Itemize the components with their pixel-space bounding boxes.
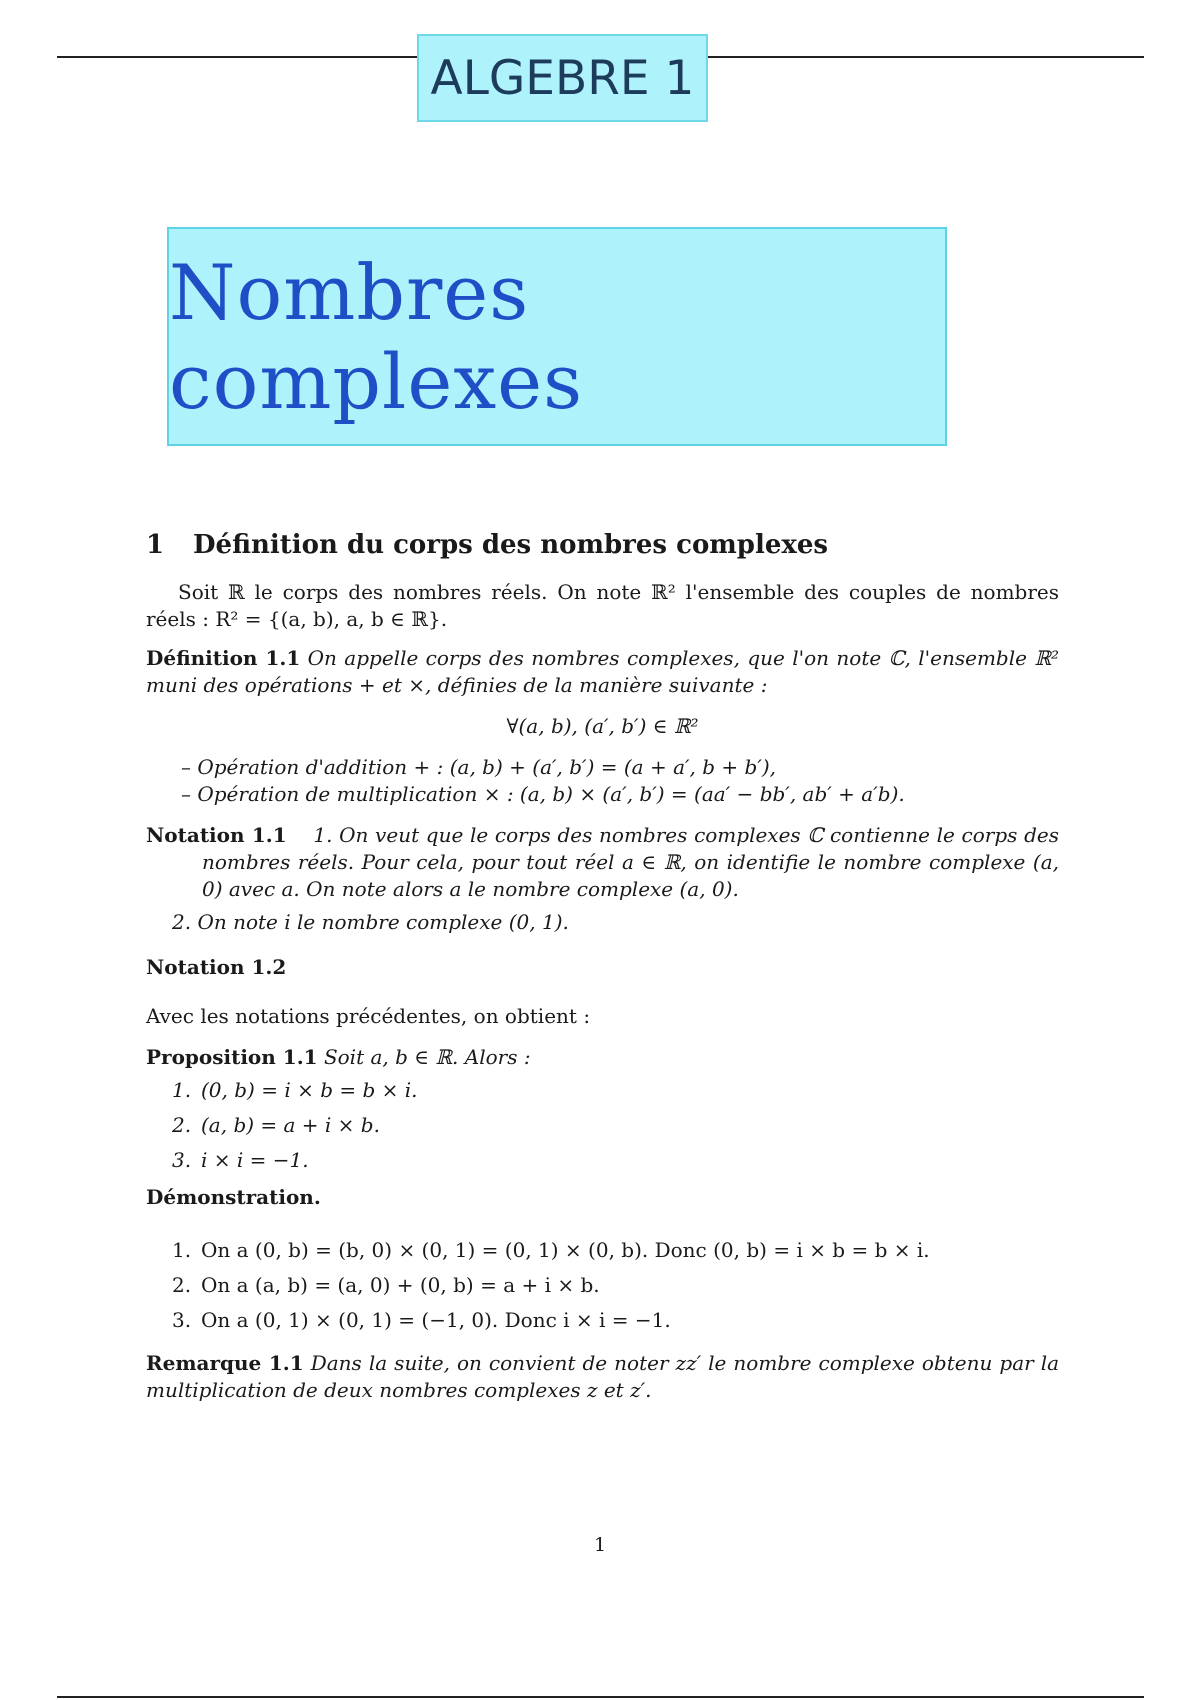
definition-label: Définition 1.1	[146, 646, 301, 670]
chapter-title-box	[167, 227, 947, 446]
notation-1-label: Notation 1.1	[146, 823, 287, 847]
remark-text: Dans la suite, on convient de noter zz′ le nombre complexe obtenu par la multiplication de deux nombres complexes z et z′.	[146, 1351, 1060, 1402]
list-item	[146, 1272, 1059, 1299]
bottom-rule	[57, 1696, 1144, 1698]
notation-1-block	[146, 822, 1059, 936]
item-number: 1.	[172, 1078, 192, 1102]
item-text: On a (0, 1) × (0, 1) = (−1, 0). Donc i × i = −1.	[201, 1308, 671, 1332]
operation-addition: – Opération d'addition + : (a, b) + (a′, b′) = (a + a′, b + b′),	[181, 754, 1059, 781]
list-item	[146, 1147, 1059, 1174]
definition-formula: ∀(a, b), (a′, b′) ∈ ℝ²	[506, 714, 699, 738]
notation-1-item-2-number: 2.	[172, 910, 192, 934]
proposition-list	[146, 1077, 1059, 1174]
item-number: 2.	[172, 1113, 192, 1137]
proposition-text: Soit a, b ∈ ℝ. Alors :	[323, 1045, 531, 1069]
proposition-label: Proposition 1.1	[146, 1045, 318, 1069]
item-text: On a (a, b) = (a, 0) + (0, b) = a + i × b.	[201, 1273, 600, 1297]
item-number: 3.	[172, 1148, 192, 1172]
intro-paragraph: Soit ℝ le corps des nombres réels. On note ℝ² l'ensemble des couples de nombres réels : R² = {(a, b), a, b ∈ ℝ}.	[146, 580, 1059, 631]
avec-paragraph: Avec les notations précédentes, on obtient :	[146, 1004, 591, 1028]
section-number: 1	[146, 530, 165, 560]
notation-1-item-1	[146, 822, 1059, 903]
course-header-box	[417, 34, 708, 122]
item-text: (0, b) = i × b = b × i.	[201, 1078, 418, 1102]
course-title: ALGEBRE 1	[430, 50, 695, 106]
section-title: Définition du corps des nombres complexes	[193, 530, 829, 560]
list-item	[146, 1077, 1059, 1104]
notation-1-text: 1. On veut que le corps des nombres complexes ℂ contienne le corps des nombres réels. Pour cela, pour tout réel a ∈ ℝ, on identifie le nombre complexe (a, 0) avec a. On note alors a le nombre complexe (a, 0).	[202, 823, 1059, 901]
item-text: i × i = −1.	[201, 1148, 309, 1172]
definition-text: On appelle corps des nombres complexes, que l'on note ℂ, l'ensemble ℝ² muni des opérations + et ×, définies de la manière suivante :	[146, 646, 1059, 697]
definition-block	[146, 645, 1059, 699]
demonstration-label: Démonstration.	[146, 1185, 321, 1209]
chapter-title: Nombres complexes	[169, 247, 584, 426]
page-content	[146, 532, 1059, 1412]
notation-2-label: Notation 1.2	[146, 955, 287, 979]
demonstration-list	[146, 1237, 1059, 1334]
remark-block	[146, 1350, 1059, 1404]
page-number: 1	[593, 1534, 607, 1556]
remark-label: Remarque 1.1	[146, 1351, 304, 1375]
notation-1-item-2-text: On note i le nombre complexe (0, 1).	[197, 910, 569, 934]
item-number: 3.	[172, 1308, 192, 1332]
operations-list	[146, 754, 1059, 808]
item-number: 2.	[172, 1273, 192, 1297]
operation-multiplication: – Opération de multiplication × : (a, b) × (a′, b′) = (aa′ − bb′, ab′ + a′b).	[181, 781, 1059, 808]
list-item	[146, 1112, 1059, 1139]
list-item	[146, 1237, 1059, 1264]
proposition-block	[146, 1044, 1059, 1071]
item-text: (a, b) = a + i × b.	[201, 1113, 380, 1137]
item-number: 1.	[172, 1238, 192, 1262]
notation-1-item-2	[146, 909, 1059, 936]
list-item	[146, 1307, 1059, 1334]
item-text: On a (0, b) = (b, 0) × (0, 1) = (0, 1) × (0, b). Donc (0, b) = i × b = b × i.	[201, 1238, 930, 1262]
section-heading	[146, 532, 1059, 559]
